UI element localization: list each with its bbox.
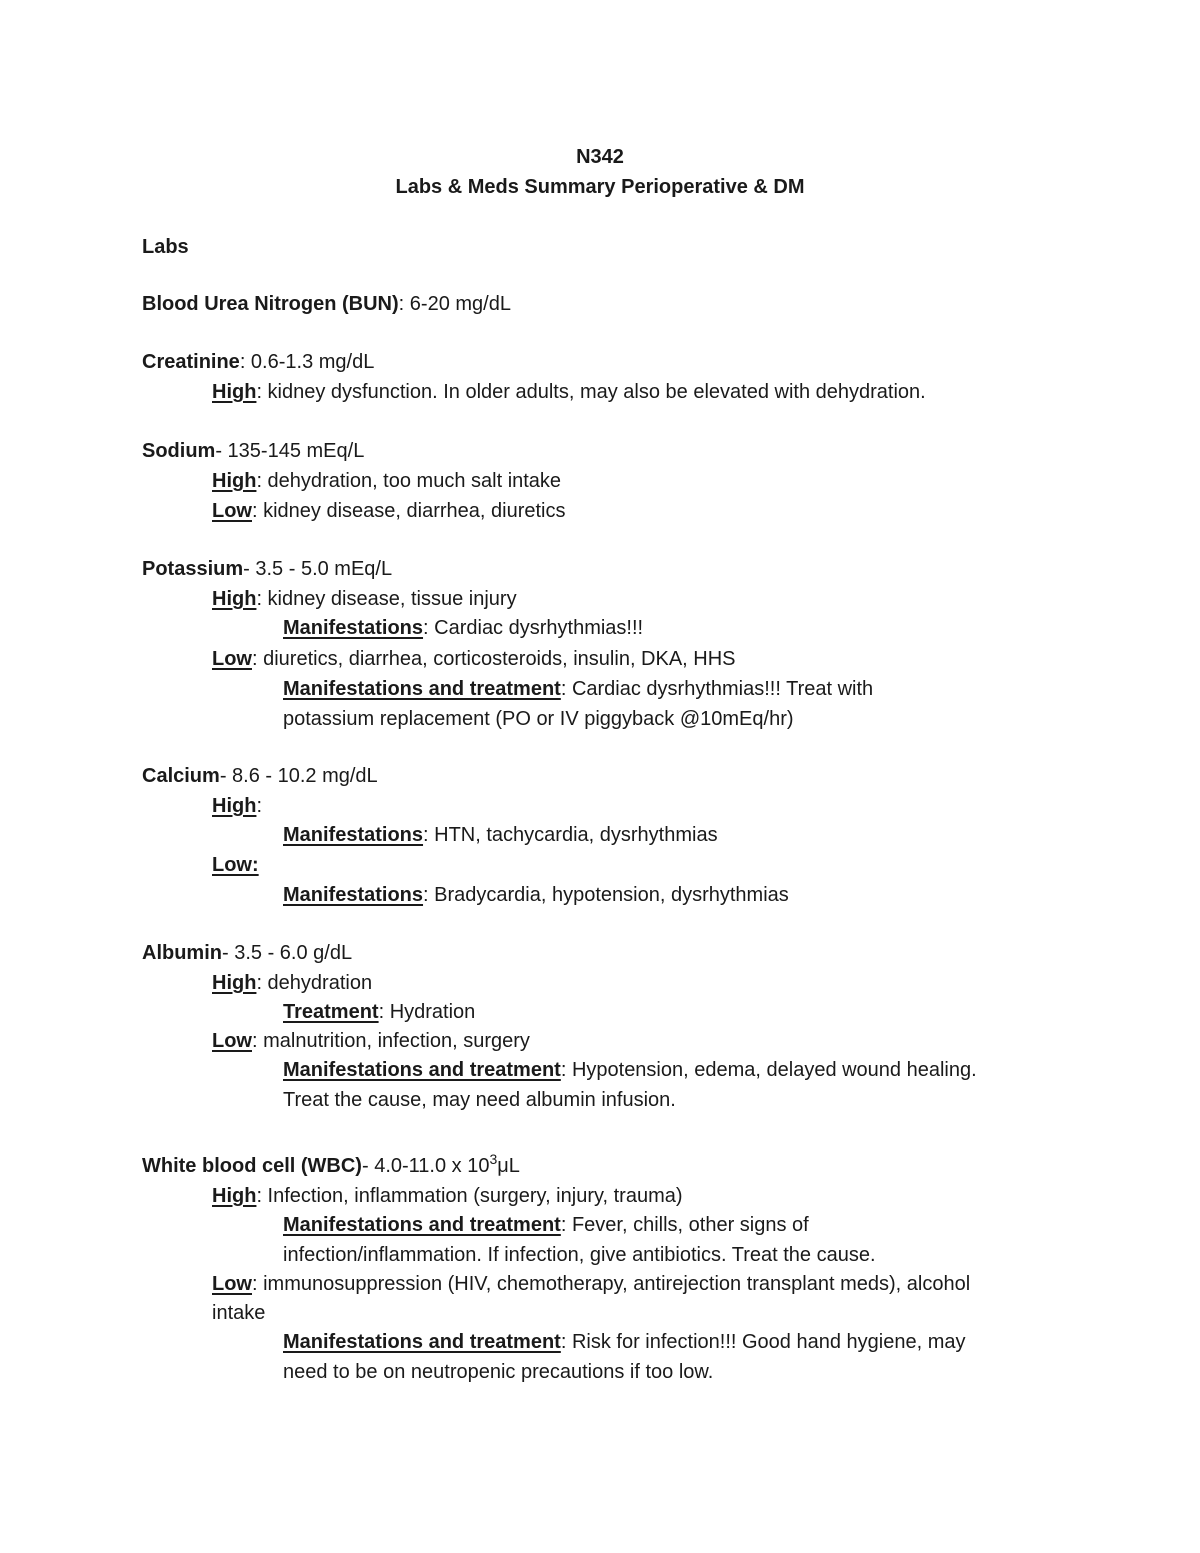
high-label: High — [212, 470, 257, 492]
wbc-range: - 4.0-11.0 x 10 — [361, 1155, 490, 1177]
potassium-range: - 3.5 - 5.0 mEq/L — [243, 558, 393, 580]
potassium-low-text: : diuretics, diarrhea, corticosteroids, insulin, DKA, HHS — [252, 648, 736, 670]
potassium-name: Potassium — [142, 558, 244, 580]
creatinine-range: : 0.6-1.3 mg/dL — [239, 351, 375, 373]
potassium-high — [212, 589, 517, 609]
manifestations-label: Manifestations and treatment — [283, 678, 561, 700]
wbc-low-text: : immunosuppression (HIV, chemotherapy, antirejection transplant meds), alcohol — [252, 1273, 971, 1295]
wbc-low-cont: intake — [212, 1302, 266, 1324]
sodium-low — [212, 501, 566, 521]
manifestations-label: Manifestations — [283, 824, 424, 846]
albumin-line — [142, 943, 352, 963]
high-label: High — [212, 1185, 257, 1207]
potassium-high-text: : kidney disease, tissue injury — [256, 588, 517, 610]
wbc-low-manifestations — [283, 1332, 966, 1352]
low-label: Low — [212, 1273, 252, 1295]
treatment-text: : Hydration — [378, 1001, 476, 1023]
high-label: High — [212, 972, 257, 994]
high-label: High — [212, 588, 257, 610]
low-label: Low — [212, 500, 252, 522]
albumin-range: - 3.5 - 6.0 g/dL — [222, 942, 353, 964]
manifestations-label: Manifestations and treatment — [283, 1214, 561, 1236]
calcium-high — [212, 796, 262, 816]
sodium-name: Sodium — [142, 440, 216, 462]
creatinine-line — [142, 352, 374, 372]
calcium-high-manifestations — [283, 825, 718, 845]
potassium-high-manifestations — [283, 618, 643, 638]
calcium-low — [212, 855, 259, 875]
creatinine-high-text: : kidney dysfunction. In older adults, may also be elevated with dehydration. — [256, 381, 926, 403]
calcium-high-text: : — [256, 795, 262, 817]
manifestations-text: : Hypotension, edema, delayed wound healing. — [560, 1059, 977, 1081]
potassium-low — [212, 649, 736, 669]
wbc-low-manifestations-cont: need to be on neutropenic precautions if too low. — [283, 1361, 714, 1383]
sodium-low-text: : kidney disease, diarrhea, diuretics — [252, 500, 566, 522]
albumin-high-text: : dehydration — [256, 972, 373, 994]
sodium-line — [142, 441, 364, 461]
high-label: High — [212, 381, 257, 403]
manifestations-label: Manifestations and treatment — [283, 1331, 561, 1353]
albumin-low-text: : malnutrition, infection, surgery — [252, 1030, 530, 1052]
bun-line — [142, 294, 511, 314]
wbc-range-exponent: 3 — [489, 1151, 498, 1167]
albumin-low-manifestations — [283, 1060, 977, 1080]
creatinine-high — [212, 382, 926, 402]
albumin-high-treatment — [283, 1002, 475, 1022]
potassium-low-manifestations — [283, 679, 873, 699]
low-label: Low — [212, 1030, 252, 1052]
sodium-high-text: : dehydration, too much salt intake — [256, 470, 562, 492]
albumin-name: Albumin — [142, 942, 222, 964]
wbc-line — [142, 1151, 520, 1177]
bun-range: : 6-20 mg/dL — [398, 293, 511, 315]
wbc-range-unit: μL — [497, 1155, 520, 1177]
wbc-high-manifestations-cont: infection/inflammation. If infection, give antibiotics. Treat the cause. — [283, 1244, 876, 1266]
sodium-high — [212, 471, 561, 491]
document-title: Labs & Meds Summary Perioperative & DM — [395, 176, 805, 198]
manifestations-text: : Cardiac dysrhythmias!!! — [423, 617, 644, 639]
manifestations-label: Manifestations — [283, 884, 424, 906]
section-heading-labs: Labs — [142, 236, 189, 258]
treatment-label: Treatment — [283, 1001, 379, 1023]
wbc-low — [212, 1274, 970, 1294]
wbc-name: White blood cell (WBC) — [142, 1155, 362, 1177]
manifestations-text: : Cardiac dysrhythmias!!! Treat with — [560, 678, 874, 700]
calcium-range: - 8.6 - 10.2 mg/dL — [219, 765, 378, 787]
albumin-low-manifestations-cont: Treat the cause, may need albumin infusion. — [283, 1089, 676, 1111]
manifestations-label: Manifestations and treatment — [283, 1059, 561, 1081]
creatinine-name: Creatinine — [142, 351, 240, 373]
calcium-line — [142, 766, 378, 786]
calcium-name: Calcium — [142, 765, 220, 787]
low-label: Low — [212, 648, 252, 670]
wbc-high-text: : Infection, inflammation (surgery, injury, trauma) — [256, 1185, 683, 1207]
wbc-high — [212, 1186, 683, 1206]
sodium-range: - 135-145 mEq/L — [215, 440, 365, 462]
course-code: N342 — [576, 146, 624, 168]
wbc-high-manifestations — [283, 1215, 809, 1235]
low-label: Low: — [212, 854, 259, 876]
manifestations-label: Manifestations — [283, 617, 424, 639]
manifestations-text: : HTN, tachycardia, dysrhythmias — [423, 824, 718, 846]
albumin-low — [212, 1031, 530, 1051]
bun-name: Blood Urea Nitrogen (BUN) — [142, 293, 399, 315]
albumin-high — [212, 973, 372, 993]
potassium-low-manifestations-cont: potassium replacement (PO or IV piggyback @10mEq/hr) — [283, 708, 794, 730]
manifestations-text: : Risk for infection!!! Good hand hygiene, may — [560, 1331, 966, 1353]
manifestations-text: : Bradycardia, hypotension, dysrhythmias — [423, 884, 789, 906]
manifestations-text: : Fever, chills, other signs of — [560, 1214, 809, 1236]
high-label: High — [212, 795, 257, 817]
potassium-line — [142, 559, 392, 579]
calcium-low-manifestations — [283, 885, 789, 905]
